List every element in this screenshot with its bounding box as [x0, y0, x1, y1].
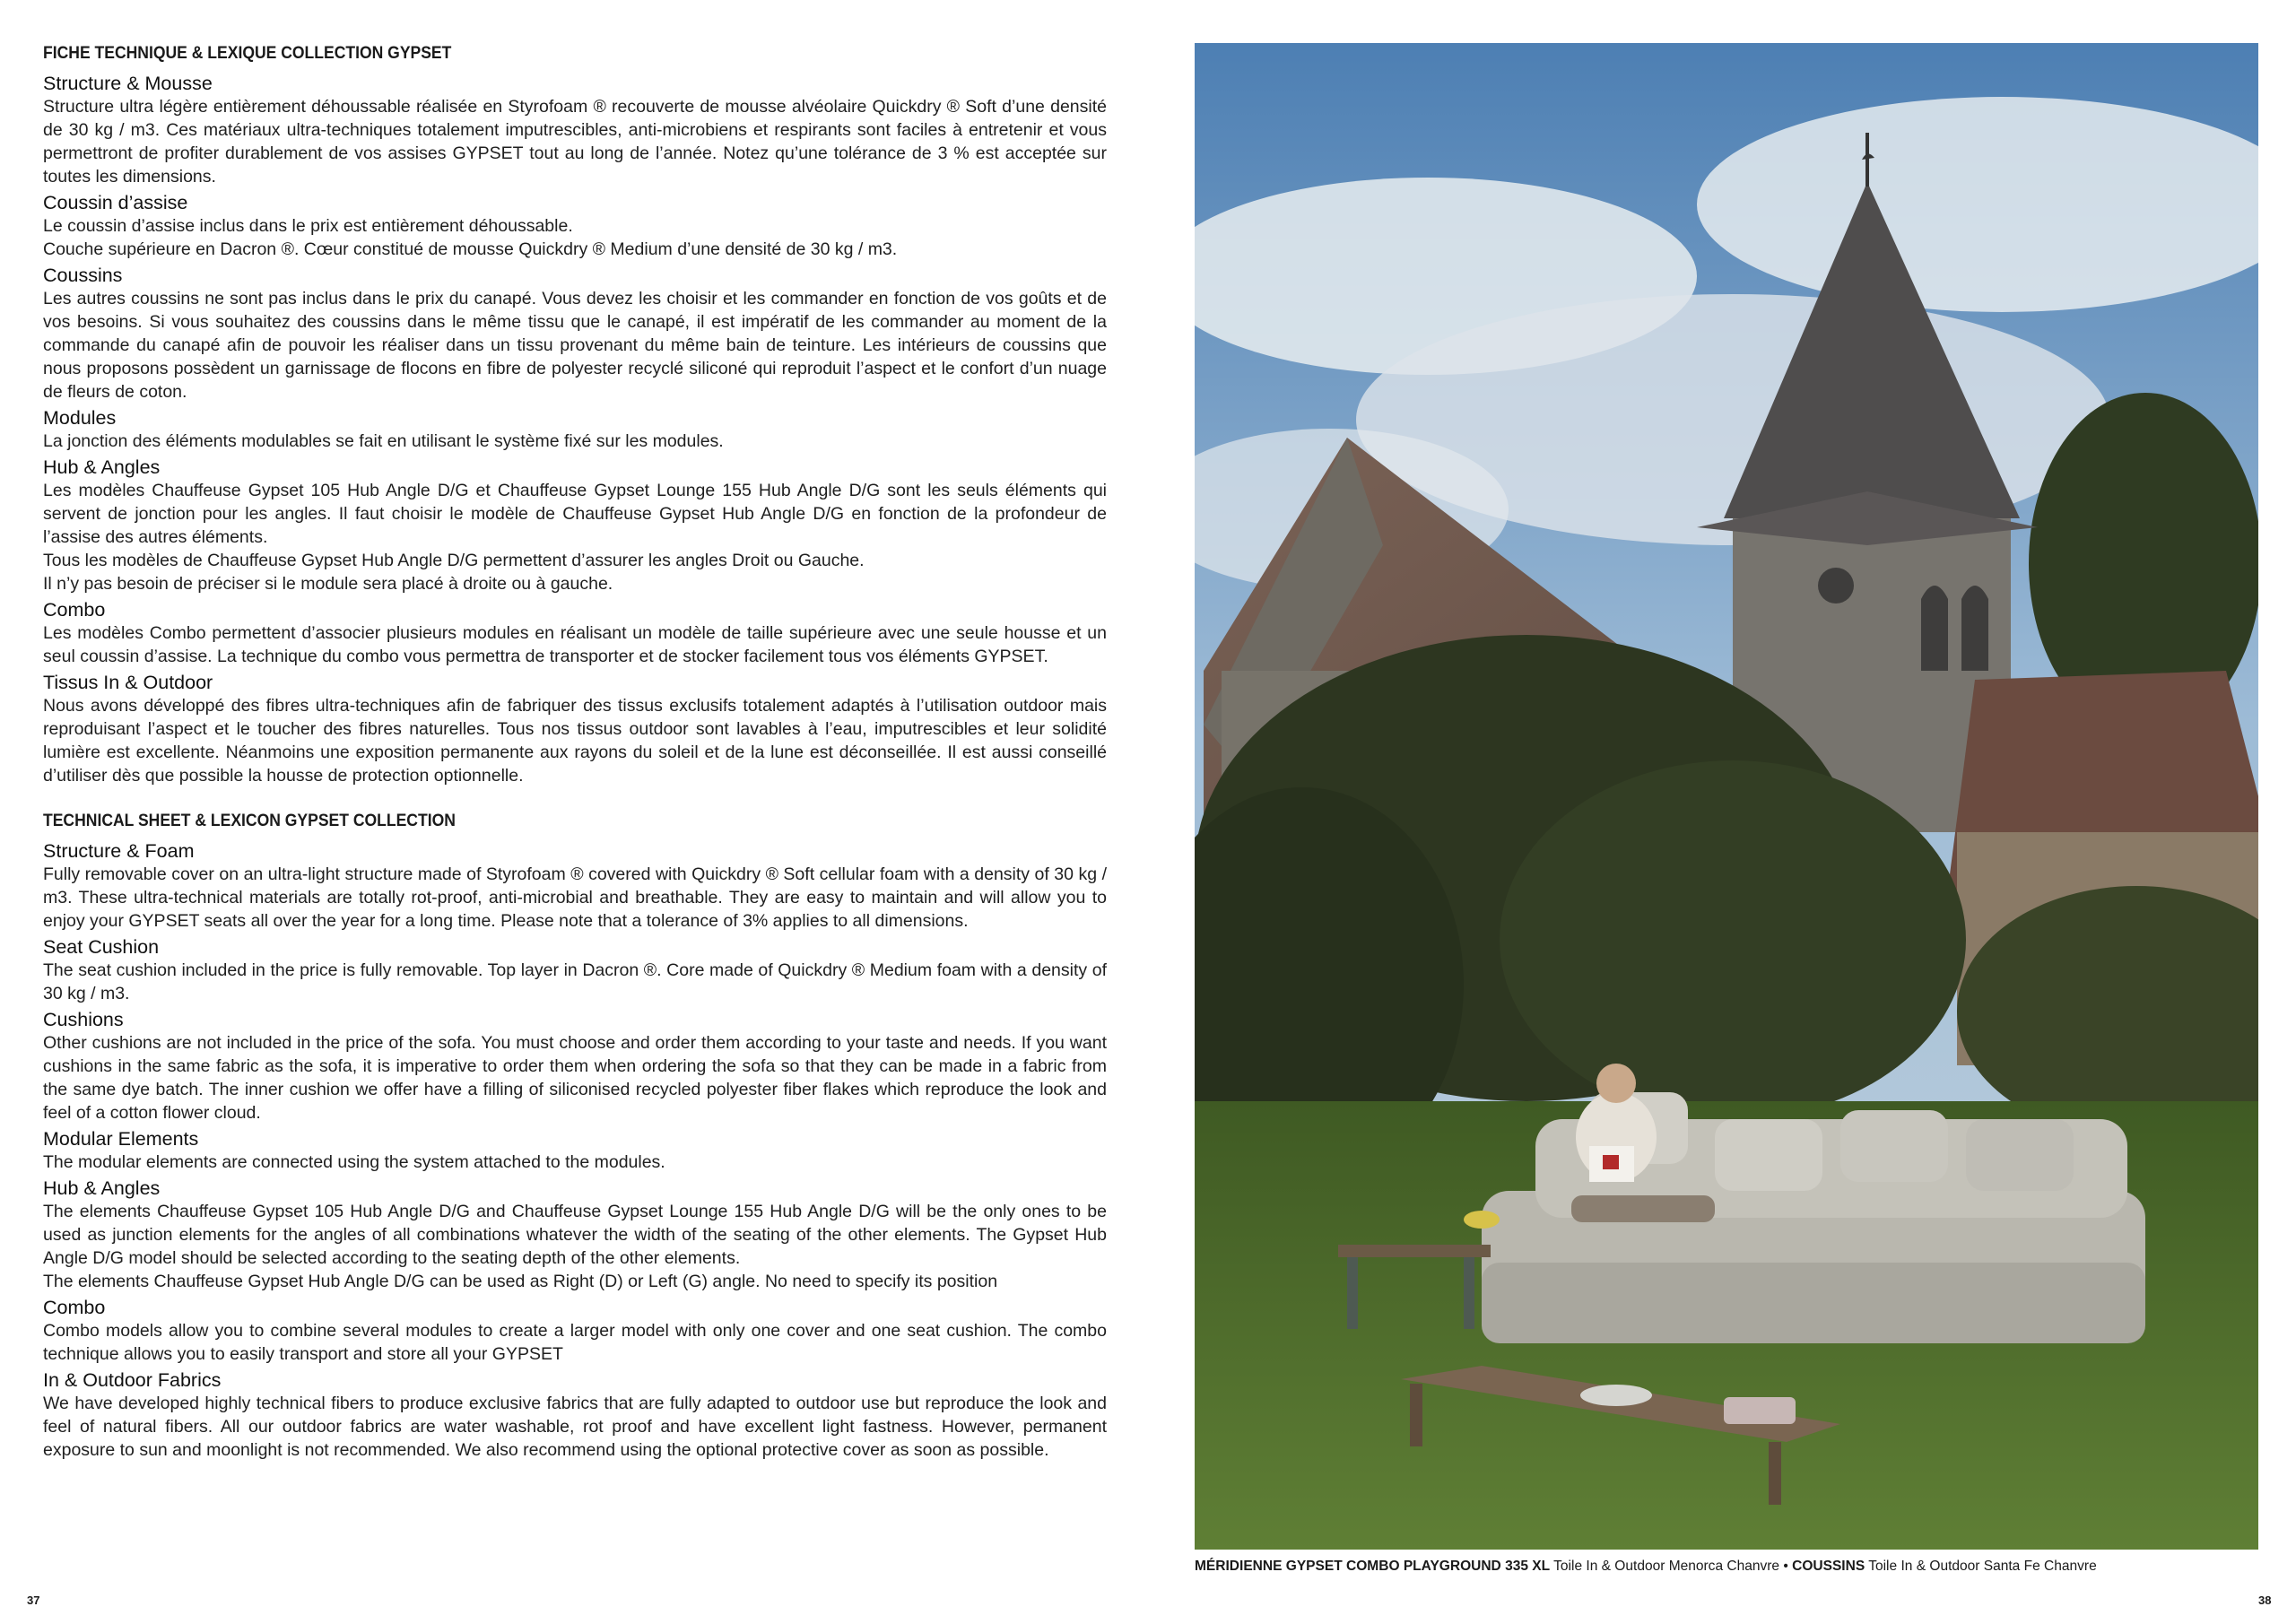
- section-heading: Seat Cushion: [43, 936, 160, 958]
- section-paragraph: Le coussin d’assise inclus dans le prix est entièrement déhoussable.: [43, 216, 573, 236]
- section-paragraph: Les modèles Combo permettent d’associer plusieurs modules en réalisant un modèle de taille supérieure avec une seule housse et un seul coussin d’assise. La technique du combo vous permettra de transporter et de stocker facilement tous vos éléments GYPSET.: [43, 623, 1107, 666]
- section-paragraph: We have developed highly technical fibers to produce exclusive fabrics that are fully adapted to outdoor use but reproduce the look and feel of natural fibers. All our outdoor fabrics are water washable, rot proof and have excellent light fastness. However, permanent exposure to sun and moonlight is not recommended. We also recommend using the optional protective cover as soon as possible.: [43, 1394, 1107, 1460]
- section-heading: In & Outdoor Fabrics: [43, 1369, 222, 1391]
- french-sections: [43, 72, 1107, 787]
- section-paragraph: The elements Chauffeuse Gypset Hub Angle D/G can be used as Right (D) or Left (G) angle. No need to specify its position: [43, 1272, 998, 1291]
- section-block: [43, 671, 1107, 787]
- french-section-title: FICHE TECHNIQUE & LEXIQUE COLLECTION GYPSET: [43, 43, 452, 63]
- section-heading: Tissus In & Outdoor: [43, 672, 213, 693]
- photo-caption: [1195, 1559, 2226, 1575]
- section-block: [43, 264, 1107, 404]
- section-heading: Hub & Angles: [43, 1177, 161, 1199]
- section-paragraph: Les autres coussins ne sont pas inclus dans le prix du canapé. Vous devez les choisir et les commander en fonction de vos goûts et de vos besoins. Si vous souhaitez des coussins dans le même tissu que le canapé, il est impératif de les commander au moment de la commande du canapé afin de pouvoir les réaliser dans un tissu provenant du même bain de teinture. Les intérieurs de coussins que nous proposons possèdent un garnissage de flocons en fibre de polyester recyclé siliconé qui reproduit l’aspect et le confort d’un nuage de fleurs de coton.: [43, 289, 1107, 402]
- section-heading: Coussin d’assise: [43, 192, 188, 213]
- section-paragraph: The seat cushion included in the price is fully removable. Top layer in Dacron ®. Core made of Quickdry ® Medium foam with a density of 30 kg / m3.: [43, 960, 1107, 1003]
- section-block: [43, 191, 1107, 261]
- section-paragraph: Fully removable cover on an ultra-light structure made of Styrofoam ® covered with Quickdry ® Soft cellular foam with a density of 30 kg / m3. These ultra-technical materials are totally rot-proof, anti-microbial and breathable. They are easy to maintain and will allow you to enjoy your GYPSET seats all over the year for a long time. Please note that a tolerance of 3% applies to all dimensions.: [43, 864, 1107, 931]
- section-paragraph: Combo models allow you to combine several modules to create a larger model with only one cover and one seat cushion. The combo technique allows you to easily transport and store all your GYPSET: [43, 1321, 1107, 1364]
- section-block: [43, 1296, 1107, 1366]
- section-paragraph: Structure ultra légère entièrement déhoussable réalisée en Styrofoam ® recouverte de mousse alvéolaire Quickdry ® Soft d’une densité de 30 kg / m3. Ces matériaux ultra-techniques totalement imputrescibles, anti-microbiens et respirants sont faciles à entretenir et vous permettront de profiter durablement de vos assises GYPSET tout au long de l’année. Notez qu’une tolérance de 3 % est acceptée sur toutes les dimensions.: [43, 97, 1107, 187]
- page-number-right: 38: [2258, 1594, 2272, 1607]
- section-paragraph: Other cushions are not included in the price of the sofa. You must choose and order them according to your taste and needs. If you want cushions in the same fabric as the sofa, it is imperative to order them when ordering the sofa so that they can be made in a fabric from the same dye batch. The inner cushion we offer have a filling of siliconised recycled polyester fiber flakes which reproduce the look and feel of a cotton flower cloud.: [43, 1033, 1107, 1123]
- english-sections: [43, 839, 1107, 1462]
- section-block: [43, 1177, 1107, 1293]
- section-heading: Structure & Mousse: [43, 73, 213, 94]
- left-page: [43, 43, 1107, 1464]
- section-paragraph: Couche supérieure en Dacron ®. Cœur constitué de mousse Quickdry ® Medium d’une densité de 30 kg / m3.: [43, 239, 898, 259]
- section-block: [43, 598, 1107, 668]
- section-block: [43, 839, 1107, 933]
- caption-fabric-2: Toile In & Outdoor Santa Fe Chanvre: [1865, 1559, 2097, 1574]
- section-paragraph: La jonction des éléments modulables se fait en utilisant le système fixé sur les modules.: [43, 431, 724, 451]
- section-heading: Modular Elements: [43, 1128, 199, 1150]
- section-heading: Modules: [43, 407, 117, 429]
- section-heading: Combo: [43, 599, 106, 621]
- section-paragraph: Il n’y pas besoin de préciser si le module sera placé à droite ou à gauche.: [43, 574, 613, 594]
- section-paragraph: Nous avons développé des fibres ultra-techniques afin de fabriquer des tissus exclusifs totalement adaptés à l’utilisation outdoor mais reproduisant l’aspect et le toucher des fibres naturelles. Tous nos tissus outdoor sont lavables à l’eau, imputrescibles et leur solidité lumière est excellente. Néanmoins une exposition permanente aux rayons du soleil et de la lune est déconseillée. Il est aussi conseillé d’utiliser dès que possible la housse de protection optionnelle.: [43, 696, 1107, 786]
- section-block: [43, 456, 1107, 595]
- section-block: [43, 72, 1107, 188]
- caption-cushions-label: COUSSINS: [1792, 1559, 1866, 1574]
- section-block: [43, 1127, 1107, 1174]
- section-block: [43, 1008, 1107, 1125]
- section-heading: Coussins: [43, 265, 123, 286]
- section-paragraph: The modular elements are connected using the system attached to the modules.: [43, 1152, 665, 1172]
- caption-product-name: MÉRIDIENNE GYPSET COMBO PLAYGROUND 335 XL: [1195, 1559, 1551, 1574]
- section-paragraph: Les modèles Chauffeuse Gypset 105 Hub Angle D/G et Chauffeuse Gypset Lounge 155 Hub Angle D/G sont les seuls éléments qui servent de jonction pour les angles. Il faut choisir le modèle de Chauffeuse Gypset Hub Angle D/G en fonction de la profondeur de l’assise des autres éléments.: [43, 481, 1107, 547]
- page-number-left: 37: [27, 1594, 40, 1607]
- english-section-title: TECHNICAL SHEET & LEXICON GYPSET COLLECTION: [43, 811, 456, 830]
- caption-fabric-1: Toile In & Outdoor Menorca Chanvre •: [1550, 1559, 1793, 1574]
- section-block: [43, 935, 1107, 1005]
- section-heading: Combo: [43, 1297, 106, 1318]
- section-paragraph: Tous les modèles de Chauffeuse Gypset Hub Angle D/G permettent d’assurer les angles Droit ou Gauche.: [43, 551, 865, 570]
- section-block: [43, 406, 1107, 453]
- section-heading: Structure & Foam: [43, 840, 195, 862]
- section-block: [43, 1368, 1107, 1462]
- church-garden-photo: [1195, 43, 2258, 1550]
- section-heading: Hub & Angles: [43, 456, 161, 478]
- section-heading: Cushions: [43, 1009, 124, 1030]
- section-paragraph: The elements Chauffeuse Gypset 105 Hub Angle D/G and Chauffeuse Gypset Lounge 155 Hub Angle D/G will be the only ones to be used as junction elements for the angles of all combinations whatever the width of the seating of the other elements. The Gypset Hub Angle D/G model should be selected according to the seating depth of the other elements.: [43, 1202, 1107, 1268]
